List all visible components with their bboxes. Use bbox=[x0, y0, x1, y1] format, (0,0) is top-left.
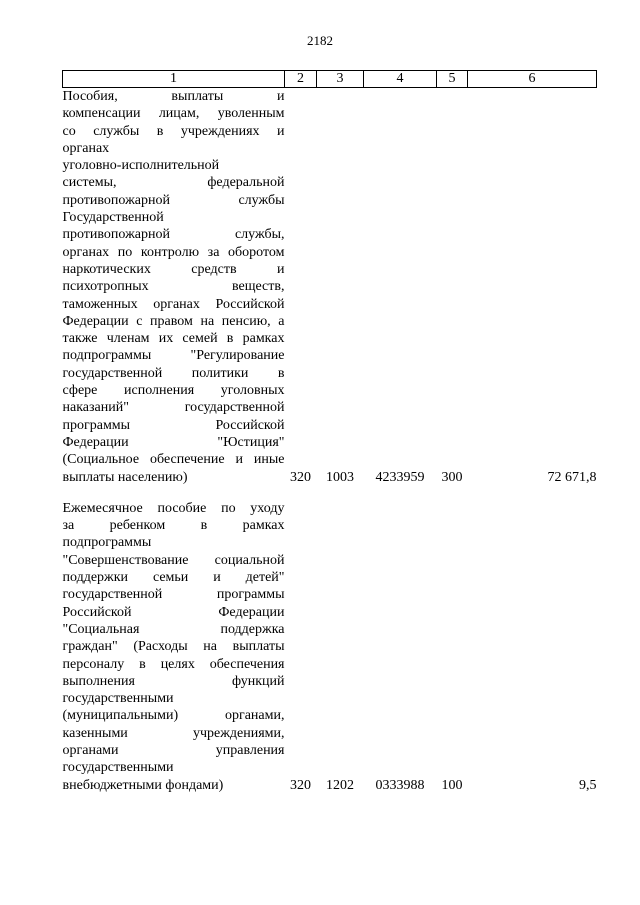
name-line: наказаний" государственной bbox=[62, 400, 285, 416]
row-2-name bbox=[63, 500, 285, 794]
table-row bbox=[63, 500, 597, 794]
name-line: противопожарной службы, bbox=[62, 227, 285, 243]
header-col-5: 5 bbox=[437, 71, 468, 88]
name-line: Федерации с правом на пенсию, а bbox=[62, 313, 285, 329]
name-line: казенными учреждениями, bbox=[62, 725, 285, 741]
row-1-col-4: 4233959 bbox=[375, 469, 425, 485]
name-line: государственными bbox=[62, 760, 174, 776]
row-2-col-5: 100 bbox=[441, 777, 463, 793]
row-1-col-2: 320 bbox=[290, 469, 311, 485]
name-line: программы Российской bbox=[62, 417, 285, 433]
header-row bbox=[63, 71, 597, 88]
row-1-col-5: 300 bbox=[441, 469, 463, 485]
name-line: государственной политики в bbox=[62, 365, 285, 381]
name-line: подпрограммы bbox=[62, 535, 152, 551]
name-line: психотропных веществ, bbox=[62, 279, 285, 295]
name-line: выплаты населению) bbox=[62, 469, 188, 485]
name-line: выполнения функций bbox=[62, 673, 285, 689]
name-line: персоналу в целях обеспечения bbox=[62, 656, 285, 672]
name-line: внебюджетными фондами) bbox=[62, 777, 224, 793]
budget-table bbox=[62, 70, 597, 794]
name-line: за ребенком в рамках bbox=[62, 518, 285, 534]
name-line: подпрограммы "Регулирование bbox=[62, 348, 285, 364]
name-line: компенсации лицам, уволенным bbox=[62, 106, 285, 122]
name-line: Ежемесячное пособие по уходу bbox=[62, 500, 285, 516]
name-line: также членам их семей в рамках bbox=[62, 331, 285, 347]
header-col-1: 1 bbox=[63, 71, 285, 88]
name-line: Российской Федерации bbox=[62, 604, 285, 620]
name-line: государственной программы bbox=[62, 587, 285, 603]
row-gap bbox=[63, 486, 597, 500]
name-line: противопожарной службы bbox=[62, 192, 285, 208]
name-line: государственными bbox=[62, 691, 174, 707]
row-1-col-3: 1003 bbox=[326, 469, 354, 485]
header-col-3: 3 bbox=[317, 71, 364, 88]
name-line: Государственной bbox=[62, 210, 164, 226]
name-line: органах bbox=[62, 140, 110, 156]
name-line: Федерации "Юстиция" bbox=[62, 434, 285, 450]
table-row bbox=[63, 88, 597, 486]
name-line: уголовно-исполнительной bbox=[62, 158, 220, 174]
row-1-col-6: 72 671,8 bbox=[547, 469, 597, 485]
page-number: 2182 bbox=[307, 33, 333, 48]
name-line: граждан" (Расходы на выплаты bbox=[62, 639, 285, 655]
name-line: "Социальная поддержка bbox=[62, 621, 285, 637]
name-line: (муниципальными) органами, bbox=[62, 708, 285, 724]
name-line: со службы в учреждениях и bbox=[62, 123, 285, 139]
header-col-2: 2 bbox=[285, 71, 317, 88]
name-line: поддержки семьи и детей" bbox=[62, 570, 285, 586]
row-2-col-3: 1202 bbox=[326, 777, 354, 793]
row-2-col-6: 9,5 bbox=[579, 777, 597, 793]
name-line: наркотических средств и bbox=[62, 261, 285, 277]
row-2-col-2: 320 bbox=[290, 777, 311, 793]
name-line: Пособия, выплаты и bbox=[62, 89, 285, 104]
row-2-col-4: 0333988 bbox=[375, 777, 425, 793]
name-line: таможенных органах Российской bbox=[62, 296, 285, 312]
name-line: органами управления bbox=[62, 742, 285, 758]
name-line: (Социальное обеспечение и иные bbox=[62, 452, 285, 468]
name-line: органах по контролю за оборотом bbox=[62, 244, 285, 260]
name-line: "Совершенствование социальной bbox=[62, 552, 285, 568]
row-1-name bbox=[63, 88, 285, 486]
name-line: сфере исполнения уголовных bbox=[62, 383, 285, 399]
header-col-6: 6 bbox=[468, 71, 597, 88]
name-line: системы, федеральной bbox=[62, 175, 285, 191]
header-col-4: 4 bbox=[364, 71, 437, 88]
